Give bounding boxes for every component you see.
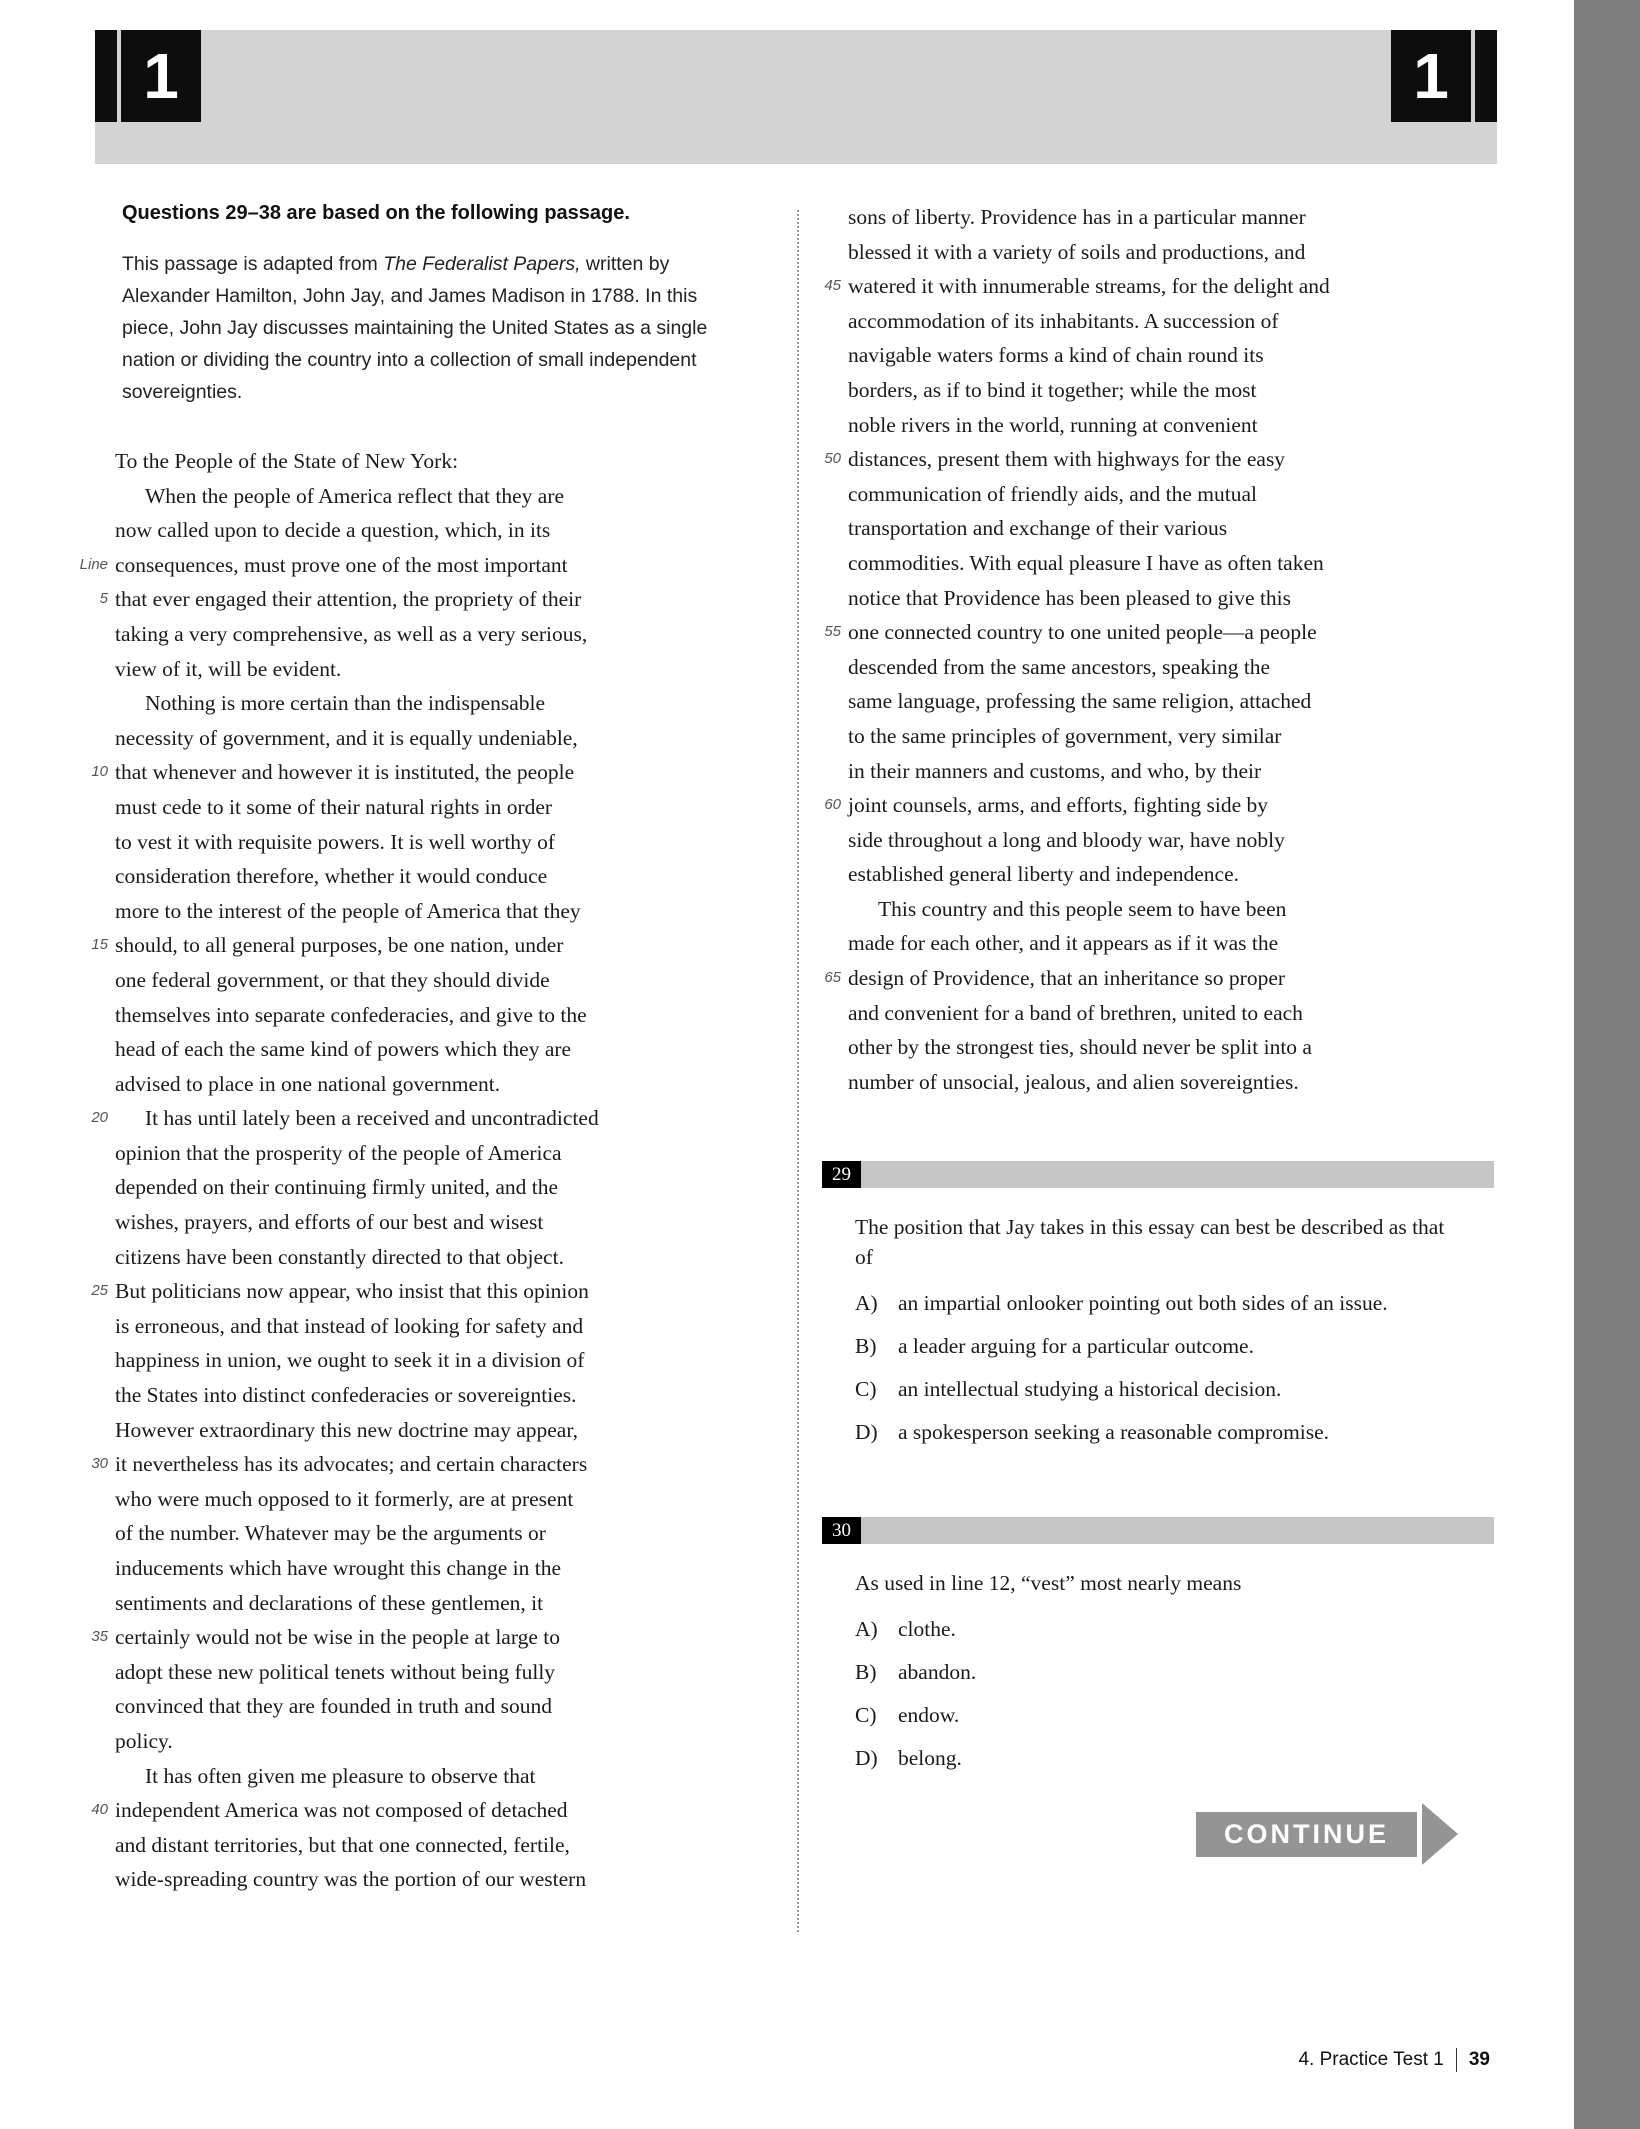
passage-line [75,1862,775,1897]
passage-intro-text: This passage is adapted from [122,253,384,275]
line-number [75,721,115,756]
line-number: 20 [91,1109,108,1127]
passage-line [822,926,1494,961]
choice-text: a leader arguing for a particular outcome. [898,1334,1254,1359]
answer-choice [855,1374,1494,1404]
passage-line-text: navigable waters forms a kind of chain round its [848,343,1264,368]
line-number [75,1413,115,1448]
passage-line-text: blessed it with a variety of soils and productions, and [848,239,1306,264]
passage-line-text: inducements which have wrought this change in the [115,1556,562,1580]
passage-line-text: It has until lately been a received and uncontradicted [145,1106,599,1131]
line-number [75,1862,115,1897]
passage-line [75,1516,775,1551]
line-number [822,581,848,616]
line-number [75,1240,115,1275]
question-block [822,1161,1494,1447]
passage-line [75,998,775,1033]
passage-line [822,892,1494,927]
answer-choice [855,1417,1494,1447]
passage-line-text: When the people of America reflect that they are [145,483,565,508]
line-number [75,963,115,998]
passage-line [822,857,1494,892]
passage-line-text: independent America was not composed of detached [115,1798,568,1823]
line-number [75,513,115,548]
passage-line [822,269,1494,304]
passage-line-text: themselves into separate confederacies, and give to the [115,1002,587,1027]
passage-line [75,1378,775,1413]
continue-arrow-icon [1422,1803,1458,1865]
passage-line [822,477,1494,512]
line-number: 35 [91,1628,108,1646]
passage-line [822,754,1494,789]
passage-line-text: view of it, will be evident. [115,656,342,681]
line-number: 50 [824,450,841,468]
passage-line-text: one connected country to one united people—a people [848,620,1317,645]
passage-line-text: should, to all general purposes, be one nation, under [115,933,564,958]
choice-letter: A) [855,1617,878,1642]
passage-line-text: more to the interest of the people of America that they [115,898,581,923]
line-number [822,511,848,546]
line-number: Line [79,555,108,573]
line-number: 25 [91,1282,108,1300]
section-number-left: 1 [121,30,201,122]
passage-line-text: However extraordinary this new doctrine may appear, [115,1417,578,1442]
passage-line-text: must cede to it some of their natural rights in order [115,794,553,819]
passage-line-text: in their manners and customs, and who, by their [848,758,1262,783]
line-number [822,857,848,892]
line-number [75,1170,115,1205]
choice-letter: A) [855,1291,878,1316]
passage-line [75,1724,775,1759]
section-header [95,30,1497,164]
line-number [822,684,848,719]
answer-choice [855,1614,1494,1644]
page-number: 39 [1468,2049,1490,2070]
line-number: 30 [91,1455,108,1473]
passage-line-text: is erroneous, and that instead of looking for safety and [115,1313,584,1338]
line-number [822,477,848,512]
passage-line [822,961,1494,996]
passage-intro-source-title: The Federalist Papers, [383,253,581,275]
line-number [75,1759,115,1794]
passage-line [75,617,775,652]
passage-line-text: design of Providence, that an inheritance so proper [848,966,1286,991]
passage-line [822,788,1494,823]
continue-button: CONTINUE [1196,1812,1417,1857]
line-number [822,546,848,581]
header-left-bar [95,30,117,122]
passage-line-text: To the People of the State of New York: [115,449,459,473]
passage-line [75,1413,775,1448]
choice-text: endow. [898,1703,960,1728]
passage-line [75,1101,775,1136]
passage-line-text: wide-spreading country was the portion of our western [115,1867,587,1892]
passage-line-text: the States into distinct confederacies or sovereignties. [115,1383,577,1408]
page-footer [1298,2048,1490,2072]
passage-line [75,1205,775,1240]
passage-line [75,755,775,790]
answer-choice [855,1657,1494,1687]
passage-line-text: head of each the same kind of powers which they are [115,1037,572,1062]
choice-text: abandon. [898,1660,977,1685]
passage-line-text: wishes, prayers, and efforts of our best and wisest [115,1210,544,1235]
passage-line [75,825,775,860]
line-number [75,686,115,721]
line-number [822,373,848,408]
passage-line-text: same language, professing the same religion, attached [848,689,1312,714]
header-right-group [1391,30,1497,122]
passage-line-text: communication of friendly aids, and the mutual [848,481,1257,506]
passage-line [822,615,1494,650]
passage-line-text: happiness in union, we ought to seek it in a division of [115,1348,585,1373]
line-number [75,1689,115,1724]
passage-line [75,1828,775,1863]
answer-choices [855,1288,1494,1447]
passage-line [822,200,1494,235]
passage-line-text: adopt these new political tenets without being fully [115,1659,556,1684]
question-number-bar [822,1161,1494,1188]
footer-separator [1456,2048,1457,2072]
passage-right-lines [822,200,1494,1099]
passage-line-text: sentiments and declarations of these gentlemen, it [115,1590,544,1615]
line-number: 45 [824,277,841,295]
passage-line [75,1586,775,1621]
line-number [822,408,848,443]
passage-line [75,582,775,617]
passage-line [822,996,1494,1031]
choice-text: clothe. [898,1617,956,1642]
line-number [822,1030,848,1065]
line-number [75,894,115,929]
question-block [822,1517,1494,1773]
passage-line [75,1136,775,1171]
passage-intro [122,248,722,408]
passage-line-text: of the number. Whatever may be the arguments or [115,1521,546,1546]
line-number [75,1586,115,1621]
passage-line-text: joint counsels, arms, and efforts, fighting side by [848,793,1268,818]
question-stem: As used in line 12, “vest” most nearly means [855,1571,1242,1596]
passage-line [75,686,775,721]
passage-left-lines [75,444,775,1897]
passage-line [75,1655,775,1690]
passage-line-text: This country and this people seem to have been [878,896,1287,921]
left-column [75,200,775,1897]
line-number [822,892,848,927]
passage-line [75,963,775,998]
passage-line-text: commodities. With equal pleasure I have as often taken [848,550,1324,575]
passage-line-text: watered it with innumerable streams, for the delight and [848,274,1330,299]
passage-line [75,1759,775,1794]
passage-line [75,928,775,963]
page-edge-strip [1574,0,1640,2129]
line-number [75,1067,115,1102]
line-number [822,754,848,789]
passage-line [75,859,775,894]
passage-line-text: side throughout a long and bloody war, have nobly [848,827,1285,852]
answer-choices [855,1614,1494,1773]
passage-line [822,684,1494,719]
passage-line-text: transportation and exchange of their various [848,516,1228,541]
line-number [822,823,848,858]
passage-line-text: that whenever and however it is instituted, the people [115,760,575,785]
line-number [75,479,115,514]
passage-line [75,652,775,687]
passage-line-text: who were much opposed to it formerly, are at present [115,1486,574,1511]
passage-line [75,1482,775,1517]
passage-line-text: taking a very comprehensive, as well as a very serious, [115,621,588,646]
passage-line-text: noble rivers in the world, running at convenient [848,412,1258,437]
passage-line-text: and distant territories, but that one connected, fertile, [115,1832,570,1857]
choice-text: belong. [898,1746,962,1771]
continue-row [822,1803,1494,1865]
passage-line-text: It has often given me pleasure to observe that [145,1763,536,1788]
passage-line [822,650,1494,685]
line-number [75,1378,115,1413]
passage-line [75,1067,775,1102]
line-number: 5 [99,590,108,608]
line-number [822,304,848,339]
choice-text: a spokesperson seeking a reasonable compromise. [898,1420,1330,1445]
passage-line-text: it nevertheless has its advocates; and certain characters [115,1452,588,1477]
passage-intro-text: written by Alexander Hamilton, John Jay, and James Madison in 1788. In this piece, John Jay discusses maintaining the United States as a single nation or dividing the country into a collection of small independent sovereignties. [122,253,708,403]
line-number [822,650,848,685]
line-number [75,1136,115,1171]
question-number-bar [822,1517,1494,1544]
line-number [75,1205,115,1240]
passage-line-text: that ever engaged their attention, the propriety of their [115,587,582,612]
line-number [822,719,848,754]
line-number [75,998,115,1033]
passage-line [75,1274,775,1309]
line-number: 65 [824,969,841,987]
line-number [822,996,848,1031]
answer-choice [855,1331,1494,1361]
passage-line [822,546,1494,581]
line-number [75,1828,115,1863]
passage-line [75,790,775,825]
passage-line-text: notice that Providence has been pleased to give this [848,585,1292,610]
line-number [75,790,115,825]
passage-line [822,373,1494,408]
choice-text: an intellectual studying a historical decision. [898,1377,1282,1402]
line-number [75,1309,115,1344]
passage-line [75,1793,775,1828]
passage-line [75,444,775,479]
passage-line [822,1030,1494,1065]
passage-heading: Questions 29–38 are based on the following passage. [122,202,630,224]
passage-line-text: depended on their continuing firmly united, and the [115,1175,559,1200]
passage-line-text: number of unsocial, jealous, and alien sovereignties. [848,1069,1299,1094]
line-number [75,1655,115,1690]
line-number: 60 [824,796,841,814]
line-number [75,444,115,479]
passage-line-text: now called upon to decide a question, which, in its [115,518,551,543]
passage-line-text: consequences, must prove one of the most important [115,552,568,577]
passage-line [822,823,1494,858]
choice-letter: D) [855,1420,878,1445]
passage-line [75,479,775,514]
line-number [822,1065,848,1100]
passage-line [75,1170,775,1205]
line-number [822,926,848,961]
line-number [75,1724,115,1759]
answer-choice [855,1700,1494,1730]
header-right-bar [1475,30,1497,122]
passage-line [75,721,775,756]
passage-line-text: accommodation of its inhabitants. A succession of [848,308,1279,333]
line-number [75,1516,115,1551]
passage-line-text: to the same principles of government, very similar [848,723,1282,748]
line-number [75,1551,115,1586]
question-number: 29 [822,1161,861,1188]
passage-line-text: consideration therefore, whether it would conduce [115,864,548,889]
passage-line [822,1065,1494,1100]
line-number [822,338,848,373]
passage-line [822,235,1494,270]
passage-line-text: one federal government, or that they should divide [115,967,550,992]
line-number: 55 [824,623,841,641]
line-number [75,1343,115,1378]
passage-line [75,1689,775,1724]
passage-line-text: But politicians now appear, who insist that this opinion [115,1279,589,1304]
passage-line-text: advised to place in one national government. [115,1071,501,1096]
passage-line-text: other by the strongest ties, should never be split into a [848,1035,1312,1060]
footer-label: 4. Practice Test 1 [1298,2049,1444,2070]
answer-choice [855,1288,1494,1318]
passage-line [75,1032,775,1067]
question-number: 30 [822,1517,861,1544]
passage-line [822,338,1494,373]
passage-line-text: Nothing is more certain than the indispensable [145,691,546,716]
line-number [75,825,115,860]
choice-text: an impartial onlooker pointing out both sides of an issue. [898,1291,1388,1316]
passage-line [75,1343,775,1378]
passage-line [822,408,1494,443]
passage-line [75,548,775,583]
passage-line [822,511,1494,546]
choice-letter: D) [855,1746,878,1771]
passage-line-text: certainly would not be wise in the people at large to [115,1625,561,1650]
line-number [75,1032,115,1067]
passage-line-text: convinced that they are founded in truth and sound [115,1694,553,1719]
passage-line-text: citizens have been constantly directed to that object. [115,1244,564,1269]
passage-line [75,1309,775,1344]
passage-line-text: established general liberty and independence. [848,862,1240,887]
passage-line-text: opinion that the prosperity of the people of America [115,1140,562,1165]
passage-line-text: distances, present them with highways for the easy [848,447,1286,472]
line-number [75,617,115,652]
passage-line-text: necessity of government, and it is equally undeniable, [115,725,578,750]
column-divider [797,210,799,1932]
choice-letter: C) [855,1377,877,1402]
passage-line [822,442,1494,477]
passage-line [822,719,1494,754]
passage-line-text: sons of liberty. Providence has in a particular manner [848,205,1306,229]
line-number [75,859,115,894]
answer-choice [855,1743,1494,1773]
line-number [75,652,115,687]
passage-line-text: borders, as if to bind it together; while the most [848,377,1257,402]
passage-line-text: descended from the same ancestors, speaking the [848,654,1271,679]
line-number: 40 [91,1801,108,1819]
questions-container [822,1161,1494,1773]
line-number: 10 [91,763,108,781]
line-number [822,235,848,270]
passage-line [75,1551,775,1586]
line-number [75,1482,115,1517]
choice-letter: B) [855,1334,877,1359]
choice-letter: C) [855,1703,877,1728]
passage-line [75,894,775,929]
question-stem: The position that Jay takes in this essay can best be described as that of [855,1215,1445,1270]
header-left-group [95,30,201,122]
passage-line [75,1447,775,1482]
passage-line [75,1240,775,1275]
passage-line-text: made for each other, and it appears as if it was the [848,931,1279,956]
right-column [822,200,1494,1865]
line-number: 15 [91,936,108,954]
passage-line [822,304,1494,339]
passage-line [822,581,1494,616]
line-number [822,200,848,235]
passage-line [75,513,775,548]
section-number-right: 1 [1391,30,1471,122]
passage-line-text: to vest it with requisite powers. It is well worthy of [115,829,556,854]
passage-line-text: and convenient for a band of brethren, united to each [848,1000,1303,1025]
passage-line-text: policy. [115,1728,173,1753]
passage-line [75,1620,775,1655]
choice-letter: B) [855,1660,877,1685]
